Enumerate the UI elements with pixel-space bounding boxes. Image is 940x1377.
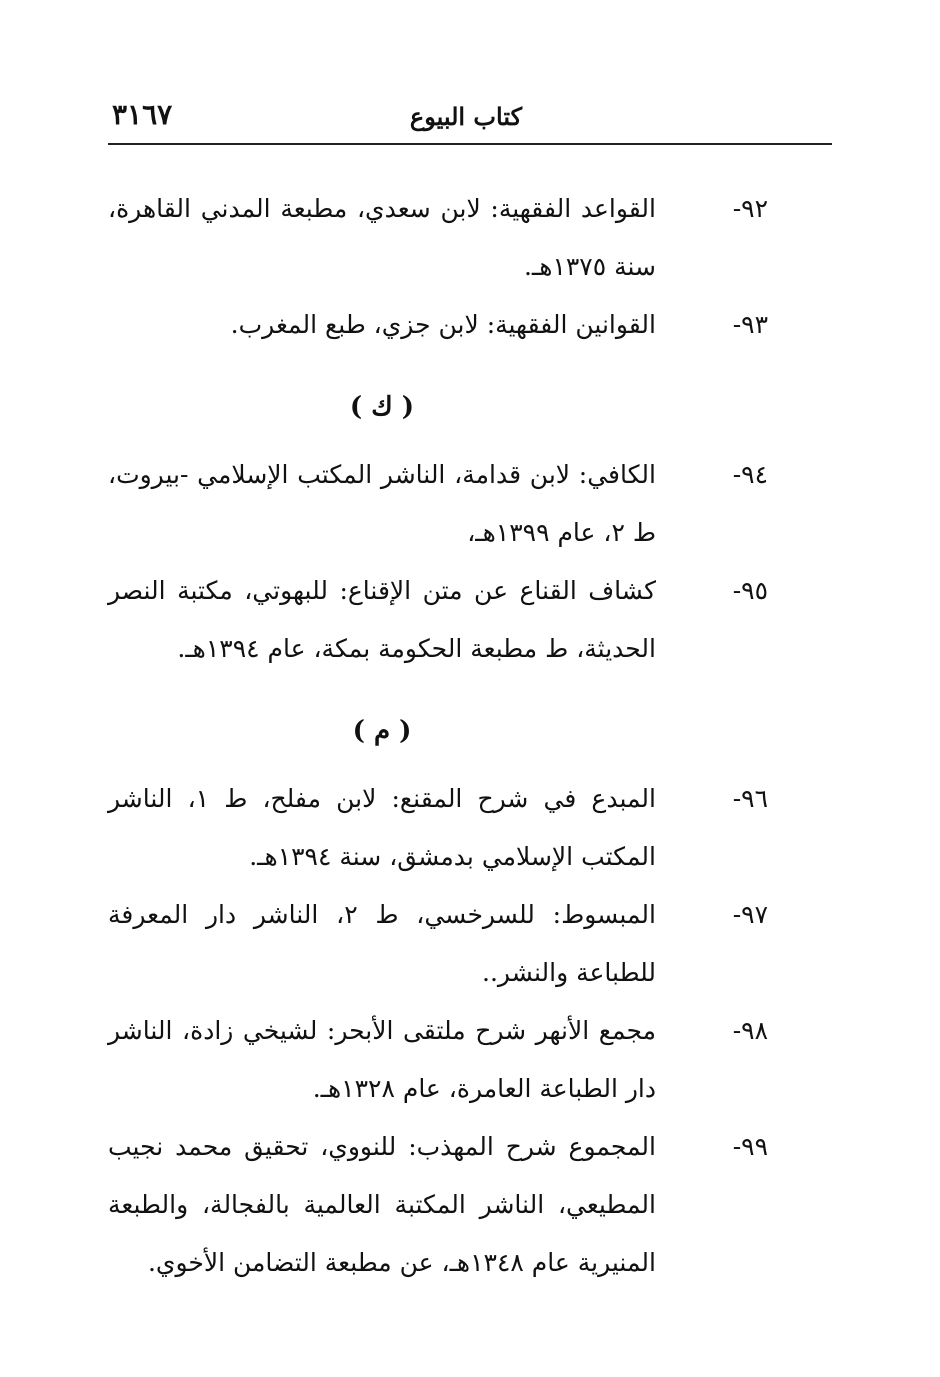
entry-number: ٩٨-: [732, 1016, 768, 1045]
entry-number: ٩٥-: [732, 576, 768, 605]
bibliography-entry-96: [108, 770, 768, 886]
entry-text: المبسوط: للسرخسي، ط ٢، الناشر دار المعرفة للطباعة والنشر..: [108, 900, 656, 987]
entry-number: ٩٢-: [732, 194, 768, 223]
entry-number: ٩٤-: [732, 460, 768, 489]
entry-number: ٩٩-: [732, 1132, 768, 1161]
bibliography-entry-98: [108, 1002, 768, 1118]
entry-text: المبدع في شرح المقنع: لابن مفلح، ط ١، الناشر المكتب الإسلامي بدمشق، سنة ١٣٩٤هـ.: [108, 784, 656, 871]
entry-text: القواعد الفقهية: لابن سعدي، مطبعة المدني القاهرة، سنة ١٣٧٥هـ.: [108, 194, 656, 281]
bibliography-entry-99: [108, 1118, 768, 1292]
bibliography-entry-93: [108, 296, 768, 354]
entry-number: ٩٧-: [732, 900, 768, 929]
entry-number: ٩٦-: [732, 784, 768, 813]
bibliography-entry-95: [108, 562, 768, 678]
entry-text: مجمع الأنهر شرح ملتقى الأبحر: لشيخي زادة، الناشر دار الطباعة العامرة، عام ١٣٢٨هـ.: [108, 1016, 656, 1103]
page-number: ٣١٦٧: [112, 98, 173, 131]
entry-text: الكافي: لابن قدامة، الناشر المكتب الإسلامي -بيروت، ط ٢، عام ١٣٩٩هـ،: [108, 460, 656, 547]
header-divider: [108, 143, 832, 145]
section-heading-kaf: ( ك ): [349, 392, 415, 422]
bibliography-entry-97: [108, 886, 768, 1002]
entry-text: المجموع شرح المهذب: للنووي، تحقيق محمد نجيب المطيعي، الناشر المكتبة العالمية بالفجالة، والطبعة المنيرية عام ١٣٤٨هـ، عن مطبعة التضامن الأخوي.: [108, 1132, 656, 1277]
entry-number: ٩٣-: [732, 310, 768, 339]
section-heading-mim: ( م ): [352, 716, 412, 746]
entry-text: القوانين الفقهية: لابن جزي، طبع المغرب.: [230, 310, 656, 339]
running-title: كتاب البيوع: [409, 102, 522, 131]
page-header: [108, 92, 832, 142]
bibliography-entry-92: [108, 180, 768, 296]
bibliography-entry-94: [108, 446, 768, 562]
bibliography-list: [108, 180, 768, 1292]
entry-text: كشاف القناع عن متن الإقناع: للبهوتي، مكتبة النصر الحديثة، ط مطبعة الحكومة بمكة، عام ١٣٩٤هـ.: [108, 576, 656, 663]
